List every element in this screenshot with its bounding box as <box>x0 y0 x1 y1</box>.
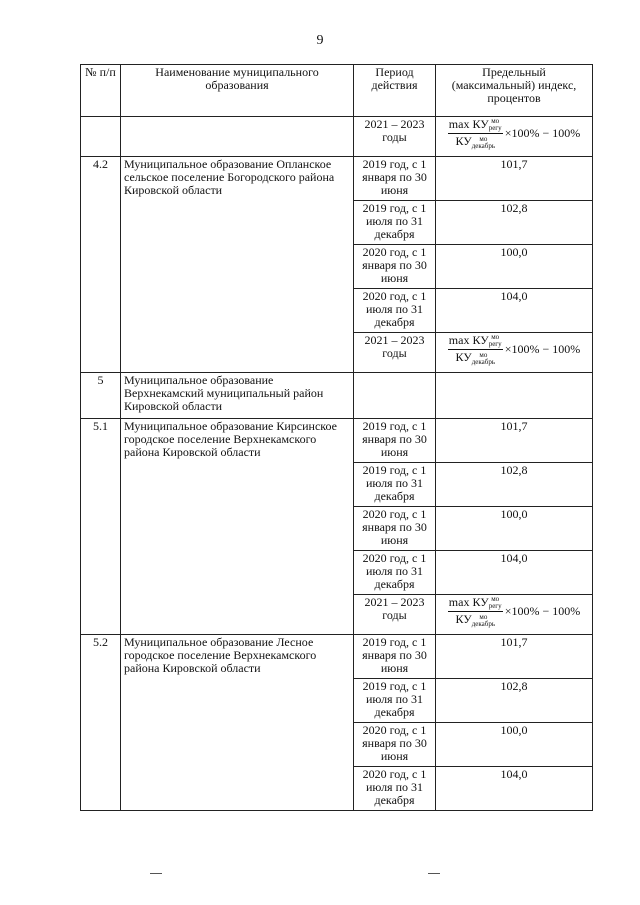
row-index: 100,0 <box>436 723 593 767</box>
row-period: 2020 год, с 1 января по 30 июня <box>354 507 436 551</box>
tariff-index-table <box>80 64 593 811</box>
formula-sub-dec: декабрь <box>471 357 496 366</box>
row-name: Муниципальное образование Опланское сельское поселение Богородского района Кировской области <box>121 157 354 373</box>
formula-max: max КУ <box>448 595 489 609</box>
formula-sub-reg: регу <box>488 124 502 133</box>
row-num: 5.1 <box>81 419 121 635</box>
row-period: 2019 год, с 1 января по 30 июня <box>354 635 436 679</box>
header-num: № п/п <box>81 65 121 117</box>
row-num: 4.2 <box>81 157 121 373</box>
formula-tail: ×100% − 100% <box>504 342 581 357</box>
formula-tail: ×100% − 100% <box>504 604 581 619</box>
row-index <box>436 373 593 419</box>
row-index: 100,0 <box>436 507 593 551</box>
formula-sub-reg: регу <box>488 340 502 349</box>
formula-sub-reg: регу <box>488 602 502 611</box>
scan-mark <box>428 873 440 874</box>
row-period: 2021 – 2023 годы <box>354 333 436 373</box>
formula-tail: ×100% − 100% <box>504 126 581 141</box>
row-period: 2020 год, с 1 января по 30 июня <box>354 245 436 289</box>
row-num <box>81 117 121 157</box>
formula-ku: КУ <box>455 134 472 149</box>
row-period: 2021 – 2023 годы <box>354 595 436 635</box>
row-index: 104,0 <box>436 767 593 811</box>
header-name: Наименование муниципального образования <box>121 65 354 117</box>
formula-max: max КУ <box>448 117 489 131</box>
formula-cell <box>436 333 593 373</box>
page-number: 9 <box>316 33 324 48</box>
formula-cell <box>436 117 593 157</box>
row-index: 101,7 <box>436 635 593 679</box>
row-period: 2020 год, с 1 июля по 31 декабря <box>354 767 436 811</box>
row-period: 2019 год, с 1 января по 30 июня <box>354 419 436 463</box>
row-period: 2019 год, с 1 июля по 31 декабря <box>354 201 436 245</box>
formula-cell <box>436 595 593 635</box>
formula-sup: мо <box>491 117 500 126</box>
index-formula <box>439 334 589 366</box>
row-num: 5 <box>81 373 121 419</box>
formula-sup: мо <box>491 595 500 604</box>
row-name: Муниципальное образование Кирсинское городское поселение Верхнекамского района Кировской области <box>121 419 354 635</box>
row-index: 104,0 <box>436 551 593 595</box>
row-num: 5.2 <box>81 635 121 811</box>
row-index: 102,8 <box>436 201 593 245</box>
row-period <box>354 373 436 419</box>
formula-fraction <box>448 118 503 150</box>
formula-sup: мо <box>479 134 488 143</box>
row-name: Муниципальное образование Лесное городское поселение Верхнекамского района Кировской области <box>121 635 354 811</box>
row-period: 2019 год, с 1 января по 30 июня <box>354 157 436 201</box>
formula-max: max КУ <box>448 333 489 347</box>
row-period: 2019 год, с 1 июля по 31 декабря <box>354 463 436 507</box>
scan-mark <box>150 873 162 874</box>
row-period: 2020 год, с 1 июля по 31 декабря <box>354 551 436 595</box>
row-index: 101,7 <box>436 157 593 201</box>
formula-sup: мо <box>491 333 500 342</box>
index-formula <box>439 596 589 628</box>
row-index: 100,0 <box>436 245 593 289</box>
header-index: Предельный (максимальный) индекс, процентов <box>436 65 593 117</box>
formula-sub-dec: декабрь <box>471 619 496 628</box>
row-period: 2020 год, с 1 января по 30 июня <box>354 723 436 767</box>
formula-ku: КУ <box>455 612 472 627</box>
formula-ku: КУ <box>455 350 472 365</box>
formula-sup: мо <box>479 612 488 621</box>
row-index: 101,7 <box>436 419 593 463</box>
row-name <box>121 117 354 157</box>
row-index: 102,8 <box>436 679 593 723</box>
row-index: 104,0 <box>436 289 593 333</box>
formula-sup: мо <box>479 350 488 359</box>
row-name: Муниципальное образование Верхнекамский муниципальный район Кировской области <box>121 373 354 419</box>
index-formula <box>439 118 589 150</box>
row-period: 2021 – 2023 годы <box>354 117 436 157</box>
formula-fraction <box>448 596 503 628</box>
formula-sub-dec: декабрь <box>471 141 496 150</box>
row-index: 102,8 <box>436 463 593 507</box>
formula-fraction <box>448 334 503 366</box>
header-period: Период действия <box>354 65 436 117</box>
row-period: 2019 год, с 1 июля по 31 декабря <box>354 679 436 723</box>
row-period: 2020 год, с 1 июля по 31 декабря <box>354 289 436 333</box>
